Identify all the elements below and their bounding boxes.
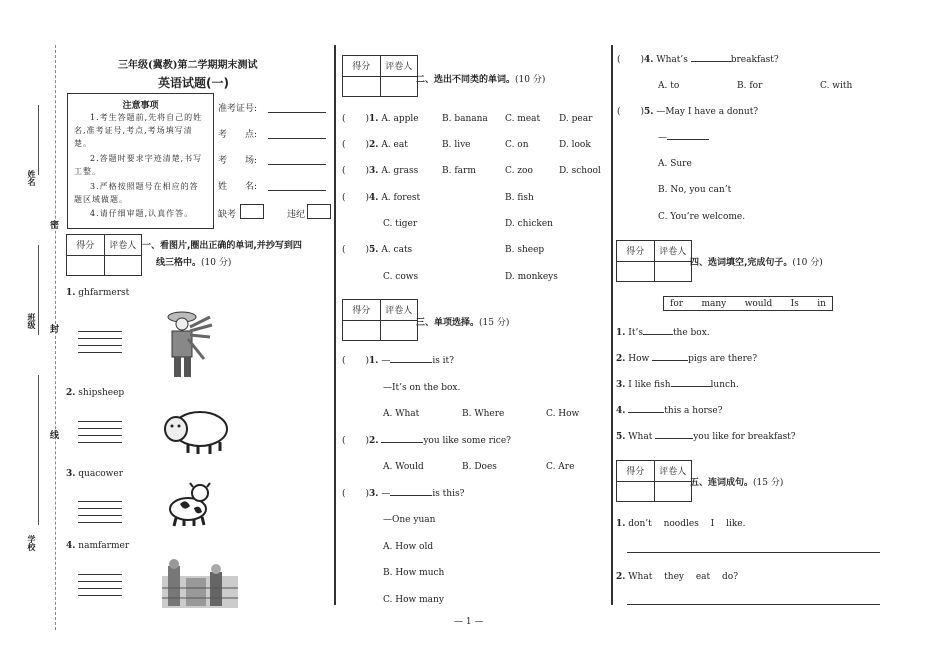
score-label: 得分 — [617, 241, 655, 261]
binding-strip — [16, 45, 60, 630]
s3-q4: ( )4. What’s breakfast? — [617, 55, 779, 65]
s2-4-c: C. tiger — [383, 219, 418, 229]
s3-q5-c: C. You’re welcome. — [658, 212, 746, 222]
s3-q3-reply: —One yuan — [383, 515, 436, 525]
s2-5-d: D. monkeys — [505, 272, 558, 282]
s2-5-b: B. sheep — [505, 245, 545, 255]
sheep-picture — [160, 405, 232, 457]
answer-blank[interactable] — [390, 495, 432, 496]
grader-cell[interactable] — [655, 482, 692, 502]
notice-title: 注意事项 — [122, 101, 159, 111]
s2-4-b: B. fish — [505, 193, 534, 203]
word-bank-item: for — [670, 298, 684, 309]
s2-row-2: ( )2. A. eat — [342, 140, 408, 150]
s3-q4-b: B. for — [737, 81, 763, 91]
answer-blank[interactable] — [628, 412, 664, 413]
binding-label-name: 姓名 — [27, 170, 36, 186]
s2-5-c: C. cows — [383, 272, 419, 282]
name-line — [38, 105, 39, 175]
s5-q1: 1. don’t noodles I like. — [616, 519, 746, 529]
s3-q2-b: B. Does — [462, 462, 497, 472]
grader-label: 评卷人 — [385, 62, 413, 73]
violation-checkbox[interactable] — [307, 204, 331, 219]
s3-q4-c: C. with — [820, 81, 853, 91]
score-cell[interactable] — [343, 77, 381, 97]
writing-line — [78, 338, 122, 339]
word-bank-item: many — [701, 298, 727, 309]
id-label: 准考证号: — [218, 104, 258, 114]
exam-title: 三年级(冀教)第二学期期末测试 — [118, 60, 258, 71]
score-label: 得分 — [343, 300, 381, 320]
s3-q3-b: B. How much — [383, 568, 445, 578]
s4-q5: 5. What you like for breakfast? — [616, 432, 796, 442]
score-label: 得分 — [67, 235, 105, 255]
s3-q5-a: A. Sure — [658, 159, 692, 169]
writing-line — [78, 421, 122, 422]
s3-q5: ( )5. —May I have a donut? — [617, 107, 759, 117]
s3-q4-a: A. to — [658, 81, 680, 91]
score-cell[interactable] — [617, 262, 655, 282]
s1-item-4: 4. namfarmer — [66, 541, 130, 551]
s2-4-d: D. chicken — [505, 219, 553, 229]
score-cell[interactable] — [343, 321, 381, 341]
farmer-picture — [160, 307, 216, 379]
school-line — [38, 375, 39, 525]
section1-points: (10 分) — [201, 258, 232, 268]
s3-q1-a: A. What — [383, 409, 420, 419]
notice-box — [67, 93, 214, 229]
s3-q5-b: B. No, you can’t — [658, 185, 732, 195]
exam-subtitle: 英语试题(一) — [158, 76, 229, 90]
score-box-1 — [66, 234, 142, 276]
column-separator-2 — [611, 45, 613, 605]
s3-q1-reply: —It’s on the box. — [383, 383, 461, 393]
s4-q3: 3. I like fish lunch. — [616, 380, 739, 390]
writing-line — [78, 595, 122, 596]
writing-line — [78, 574, 122, 575]
s2-row-5: ( )5. A. cats — [342, 245, 413, 255]
score-label: 得分 — [343, 56, 381, 76]
cow-picture — [160, 482, 212, 527]
binding-label-school: 学校 — [27, 535, 36, 551]
binding-dash-line — [55, 45, 56, 630]
s2-2-b: B. live — [442, 140, 471, 150]
site-input[interactable] — [268, 138, 326, 139]
writing-line — [78, 352, 122, 353]
section4-points: (10 分) — [792, 258, 823, 268]
answer-blank[interactable] — [643, 334, 673, 335]
answer-blank[interactable] — [671, 386, 711, 387]
writing-line — [78, 501, 122, 502]
room-label: 考 场: — [218, 156, 258, 166]
score-cell[interactable] — [617, 482, 655, 502]
page-number: — 1 — — [454, 617, 484, 627]
s3-q2-a: A. Would — [383, 462, 424, 472]
section1-title — [142, 238, 332, 272]
name-label: 姓 名: — [218, 182, 258, 192]
word-bank — [663, 296, 833, 311]
seal-char-feng: 封 — [50, 325, 60, 335]
grader-label: 评卷人 — [659, 467, 687, 478]
writing-line — [78, 581, 122, 582]
absent-label: 缺考 — [218, 210, 237, 220]
grader-cell[interactable] — [381, 321, 418, 341]
section4-title: 四、选词填空,完成句子。(10 分) — [690, 258, 823, 268]
s3-q1: ( )1. — is it? — [342, 356, 454, 366]
s2-3-b: B. farm — [442, 166, 476, 176]
s3-q5-dash: — — [658, 133, 709, 143]
answer-blank[interactable] — [691, 61, 731, 62]
s2-3-c: C. zoo — [505, 166, 533, 176]
word-bank-item: would — [744, 298, 773, 309]
grader-cell[interactable] — [655, 262, 692, 282]
grader-label: 评卷人 — [109, 241, 137, 252]
section1-title-line2: 线三格中。 — [156, 258, 202, 268]
writing-line — [78, 588, 122, 589]
s3-q3-a: A. How old — [383, 542, 434, 552]
grader-label: 评卷人 — [385, 306, 413, 317]
s4-q1: 1. It’s the box. — [616, 328, 710, 338]
writing-line — [78, 508, 122, 509]
notice-item-2: 2.答题时要求字迹清楚,书写工整。 — [74, 154, 203, 176]
answer-blank[interactable] — [381, 442, 423, 443]
writing-line — [78, 345, 122, 346]
grader-cell[interactable] — [105, 256, 142, 276]
section2-title: 二、选出不同类的单词。(10 分) — [416, 75, 546, 85]
s2-1-c: C. meat — [505, 114, 541, 124]
score-box-2 — [342, 55, 418, 97]
section3-points: (15 分) — [479, 318, 510, 328]
seal-char-mi: 密 — [50, 221, 60, 231]
room-input[interactable] — [268, 164, 326, 165]
section1-title-line1: 一、看图片,圈出正确的单词,并抄写到四 — [142, 241, 302, 251]
s1-item-2: 2. shipsheep — [66, 388, 125, 398]
s2-1-b: B. banana — [442, 114, 488, 124]
s2-1-d: D. pear — [559, 114, 593, 124]
writing-line — [78, 428, 122, 429]
s4-q2: 2. How pigs are there? — [616, 354, 758, 364]
answer-line[interactable] — [627, 552, 880, 553]
answer-blank[interactable] — [390, 362, 432, 363]
s5-q2: 2. What they eat do? — [616, 572, 739, 582]
word-bank-item: in — [817, 298, 826, 309]
binding-label-class: 班级 — [27, 313, 36, 329]
notice-item-3: 3.严格按照题号在相应的答题区域做题。 — [74, 182, 199, 204]
writing-line — [78, 435, 122, 436]
grader-label: 评卷人 — [659, 247, 687, 258]
seal-char-xian: 线 — [50, 431, 60, 441]
s2-row-4: ( )4. A. forest — [342, 193, 421, 203]
s3-q1-c: C. How — [546, 409, 580, 419]
writing-line — [78, 515, 122, 516]
score-box-3 — [342, 299, 418, 341]
class-line — [38, 245, 39, 335]
s3-q1-b: B. Where — [462, 409, 505, 419]
id-input[interactable] — [268, 112, 326, 113]
answer-blank[interactable] — [667, 139, 709, 140]
notice-item-1: 1.考生答题前,先将自己的姓名,准考证号,考点,考场填写清楚。 — [74, 113, 203, 148]
word-bank-item: Is — [790, 298, 799, 309]
s3-q2: ( )2. you like some rice? — [342, 436, 512, 446]
name-input[interactable] — [268, 190, 326, 191]
section3-title: 三、单项选择。(15 分) — [416, 318, 510, 328]
s2-row-1: ( )1. A. apple — [342, 114, 419, 124]
s2-2-d: D. look — [559, 140, 591, 150]
s3-q3: ( )3. — is this? — [342, 489, 465, 499]
s4-q4: 4. this a horse? — [616, 406, 723, 416]
violation-label: 违纪 — [287, 210, 306, 220]
writing-line — [78, 442, 122, 443]
s1-item-1: 1. ghfarmerst — [66, 288, 130, 298]
score-cell[interactable] — [67, 256, 105, 276]
section5-points: (15 分) — [753, 478, 784, 488]
absent-checkbox[interactable] — [240, 204, 264, 219]
section2-points: (10 分) — [515, 75, 546, 85]
s2-2-c: C. on — [505, 140, 529, 150]
grader-cell[interactable] — [381, 77, 418, 97]
score-box-5 — [616, 460, 692, 502]
answer-blank[interactable] — [655, 438, 693, 439]
answer-blank[interactable] — [652, 360, 688, 361]
notice-item-4: 4.请仔细审题,认真作答。 — [90, 209, 194, 218]
site-label: 考 点: — [218, 130, 258, 140]
column-separator-1 — [334, 45, 336, 605]
s3-q3-c: C. How many — [383, 595, 444, 605]
s3-q2-c: C. Are — [546, 462, 575, 472]
farm-picture — [160, 558, 240, 608]
answer-line[interactable] — [627, 604, 880, 605]
score-label: 得分 — [617, 461, 655, 481]
s2-3-d: D. school — [559, 166, 601, 176]
writing-line — [78, 331, 122, 332]
s1-item-3: 3. quacower — [66, 469, 123, 479]
section5-title: 五、连词成句。(15 分) — [690, 478, 784, 488]
score-box-4 — [616, 240, 692, 282]
s2-row-3: ( )3. A. grass — [342, 166, 419, 176]
writing-line — [78, 522, 122, 523]
